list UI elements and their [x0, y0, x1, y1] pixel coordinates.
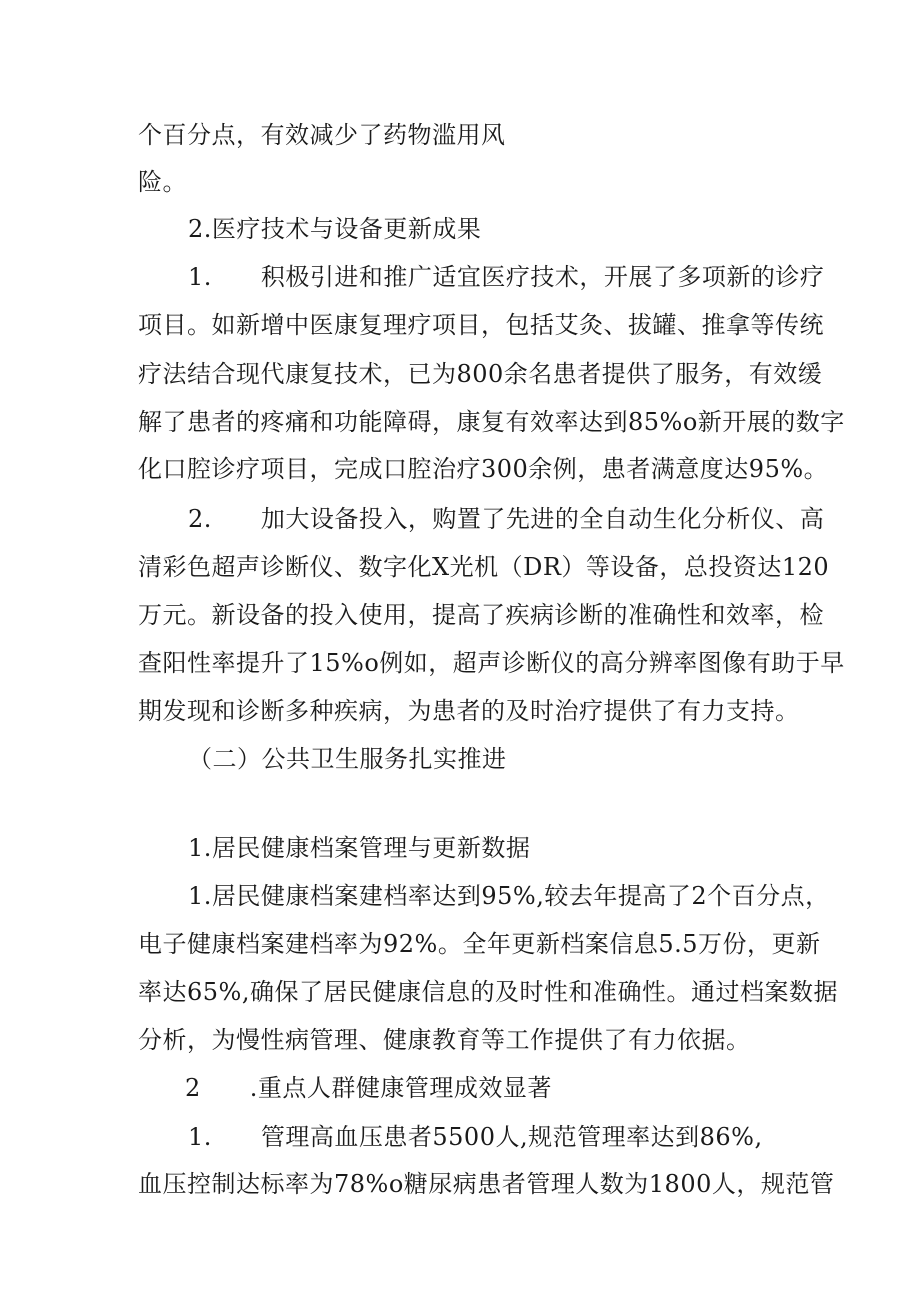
paragraph-line: 项目。如新增中医康复理疗项目，包括艾灸、拔罐、推拿等传统: [138, 311, 824, 339]
paragraph-line: 1.居民健康档案建档率达到95%,较去年提高了2个百分点，: [188, 882, 830, 910]
paragraph-line: 期发现和诊断多种疾病，为患者的及时治疗提供了有力支持。: [138, 697, 800, 725]
paragraph-line: 查阳性率提升了15%o例如，超声诊断仪的高分辨率图像有助于早: [138, 649, 845, 677]
paragraph-line: 血压控制达标率为78%o糖尿病患者管理人数为1800人，规范管: [138, 1170, 835, 1198]
paragraph-line: 万元。新设备的投入使用，提高了疾病诊断的准确性和效率，检: [138, 601, 824, 629]
paragraph-line: 个百分点，有效减少了药物滥用风: [138, 121, 506, 149]
section-heading: 2.医疗技术与设备更新成果: [188, 215, 482, 243]
paragraph-line: 化口腔诊疗项目，完成口腔治疗300余例，患者满意度达95%。: [138, 455, 829, 483]
paragraph-line: 解了患者的疼痛和功能障碍，康复有效率达到85%o新开展的数字: [138, 408, 845, 436]
paragraph-line: 电子健康档案建档率为92%。全年更新档案信息5.5万份，更新: [138, 930, 821, 958]
paragraph-line: 分析，为慢性病管理、健康教育等工作提供了有力依据。: [138, 1026, 751, 1054]
paragraph-line: 2. 加大设备投入，购置了先进的全自动生化分析仪、高: [188, 505, 825, 533]
section-heading: 2 .重点人群健康管理成效显著: [185, 1074, 552, 1102]
paragraph-line: 清彩色超声诊断仪、数字化X光机（DR）等设备，总投资达120: [138, 553, 830, 581]
paragraph-line: 疗法结合现代康复技术，已为800余名患者提供了服务，有效缓: [138, 360, 823, 388]
paragraph-line: 率达65%,确保了居民健康信息的及时性和准确性。通过档案数据: [138, 978, 838, 1006]
paragraph-line: 险。: [138, 168, 187, 196]
subsection-heading: （二）公共卫生服务扎实推进: [188, 745, 507, 773]
paragraph-line: 1. 管理高血压患者5500人,规范管理率达到86%,: [188, 1123, 763, 1151]
section-heading: 1.居民健康档案管理与更新数据: [188, 834, 531, 862]
paragraph-line: 1. 积极引进和推广适宜医疗技术，开展了多项新的诊疗: [188, 263, 825, 291]
